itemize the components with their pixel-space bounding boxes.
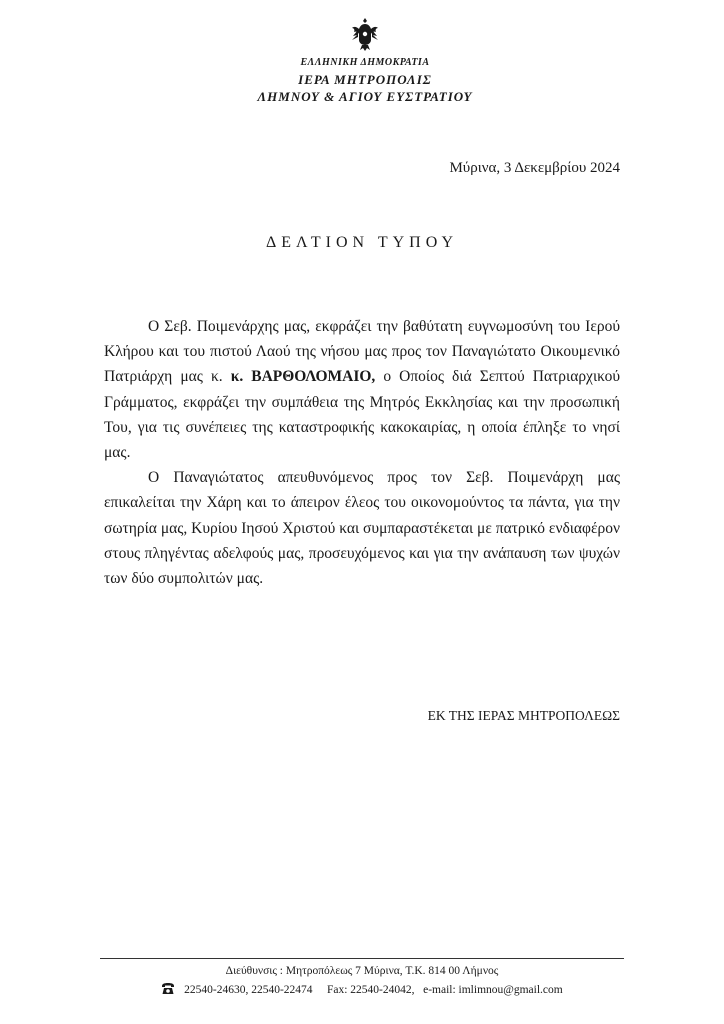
signature-line: ΕΚ ΤΗΣ ΙΕΡΑΣ ΜΗΤΡΟΠΟΛΕΩΣ [427, 708, 620, 723]
document-body [104, 314, 620, 591]
telephone-icon [161, 983, 175, 995]
header-line-republic: ΕΛΛΗΝΙΚΗ ΔΗΜΟΚΡΑΤΙΑ [300, 57, 430, 68]
letterhead [240, 16, 490, 105]
footer-phones: 22540-24630, 22540-22474 [184, 984, 313, 996]
footer-fax: Fax: 22540-24042, [326, 984, 415, 996]
paragraph-1-text-a: Ο Σεβ. Ποιμενάρχης μας, εκφράζει την βαθύτατη ευγνωμοσύνη του Ιερού Κλήρου και του πιστού Λαού της νήσου μας προς τον Παναγιώτατο Οικουμενικό Πατριάρχη μας κ. [104, 318, 620, 386]
footer-divider [100, 958, 624, 959]
footer-address: Διεύθυνσις : Μητροπόλεως 7 Μύρινα, Τ.Κ. 814 00 Λήμνος [225, 965, 499, 977]
paragraph-1-bold-name: κ. ΒΑΡΘΟΛΟΜΑΙΟ, [230, 368, 376, 386]
paragraph-1 [104, 314, 620, 465]
footer [100, 962, 624, 1000]
paragraph-1-text-b: ο Οποίος διά Σεπτού Πατριαρχικού Γράμματος, εκφράζει την συμπάθεια της Μητρός Εκκλησίας και την προσωπική Του, για τις συνέπειες της καταστροφικής κακοκαιρίας, η οποία έπληξε το νησί μας. [104, 368, 621, 462]
paragraph-2: Ο Παναγιώτατος απευθυνόμενος προς τον Σεβ. Ποιμενάρχη μας επικαλείται την Χάρη και το άπειρον έλεος του οικονομούντος τα πάντα, για την σωτηρία μας, Κυρίου Ιησού Χριστού και συμπαραστέκεται με πατρικό ενδιαφέρον στους πληγέντας αδελφούς μας, προσευχόμενος και για την ανάπαυση των ψυχών των δύο συμπολιτών μας. [104, 469, 620, 588]
document-date: Μύρινα, 3 Δεκεμβρίου 2024 [449, 160, 620, 176]
header-line-diocese: ΛΗΜΝΟΥ & ΑΓΙΟΥ ΕΥΣΤΡΑΤΙΟΥ [257, 89, 473, 104]
footer-contacts [100, 981, 624, 1000]
header-line-metropolis: ΙΕΡΑ ΜΗΤΡΟΠΟΛΙΣ [298, 72, 432, 87]
footer-email[interactable]: e-mail: imlimnou@gmail.com [423, 984, 563, 996]
double-headed-eagle-icon [350, 16, 380, 52]
document-title: ΔΕΛΤΙΟΝ ΤΥΠΟΥ [265, 234, 459, 251]
